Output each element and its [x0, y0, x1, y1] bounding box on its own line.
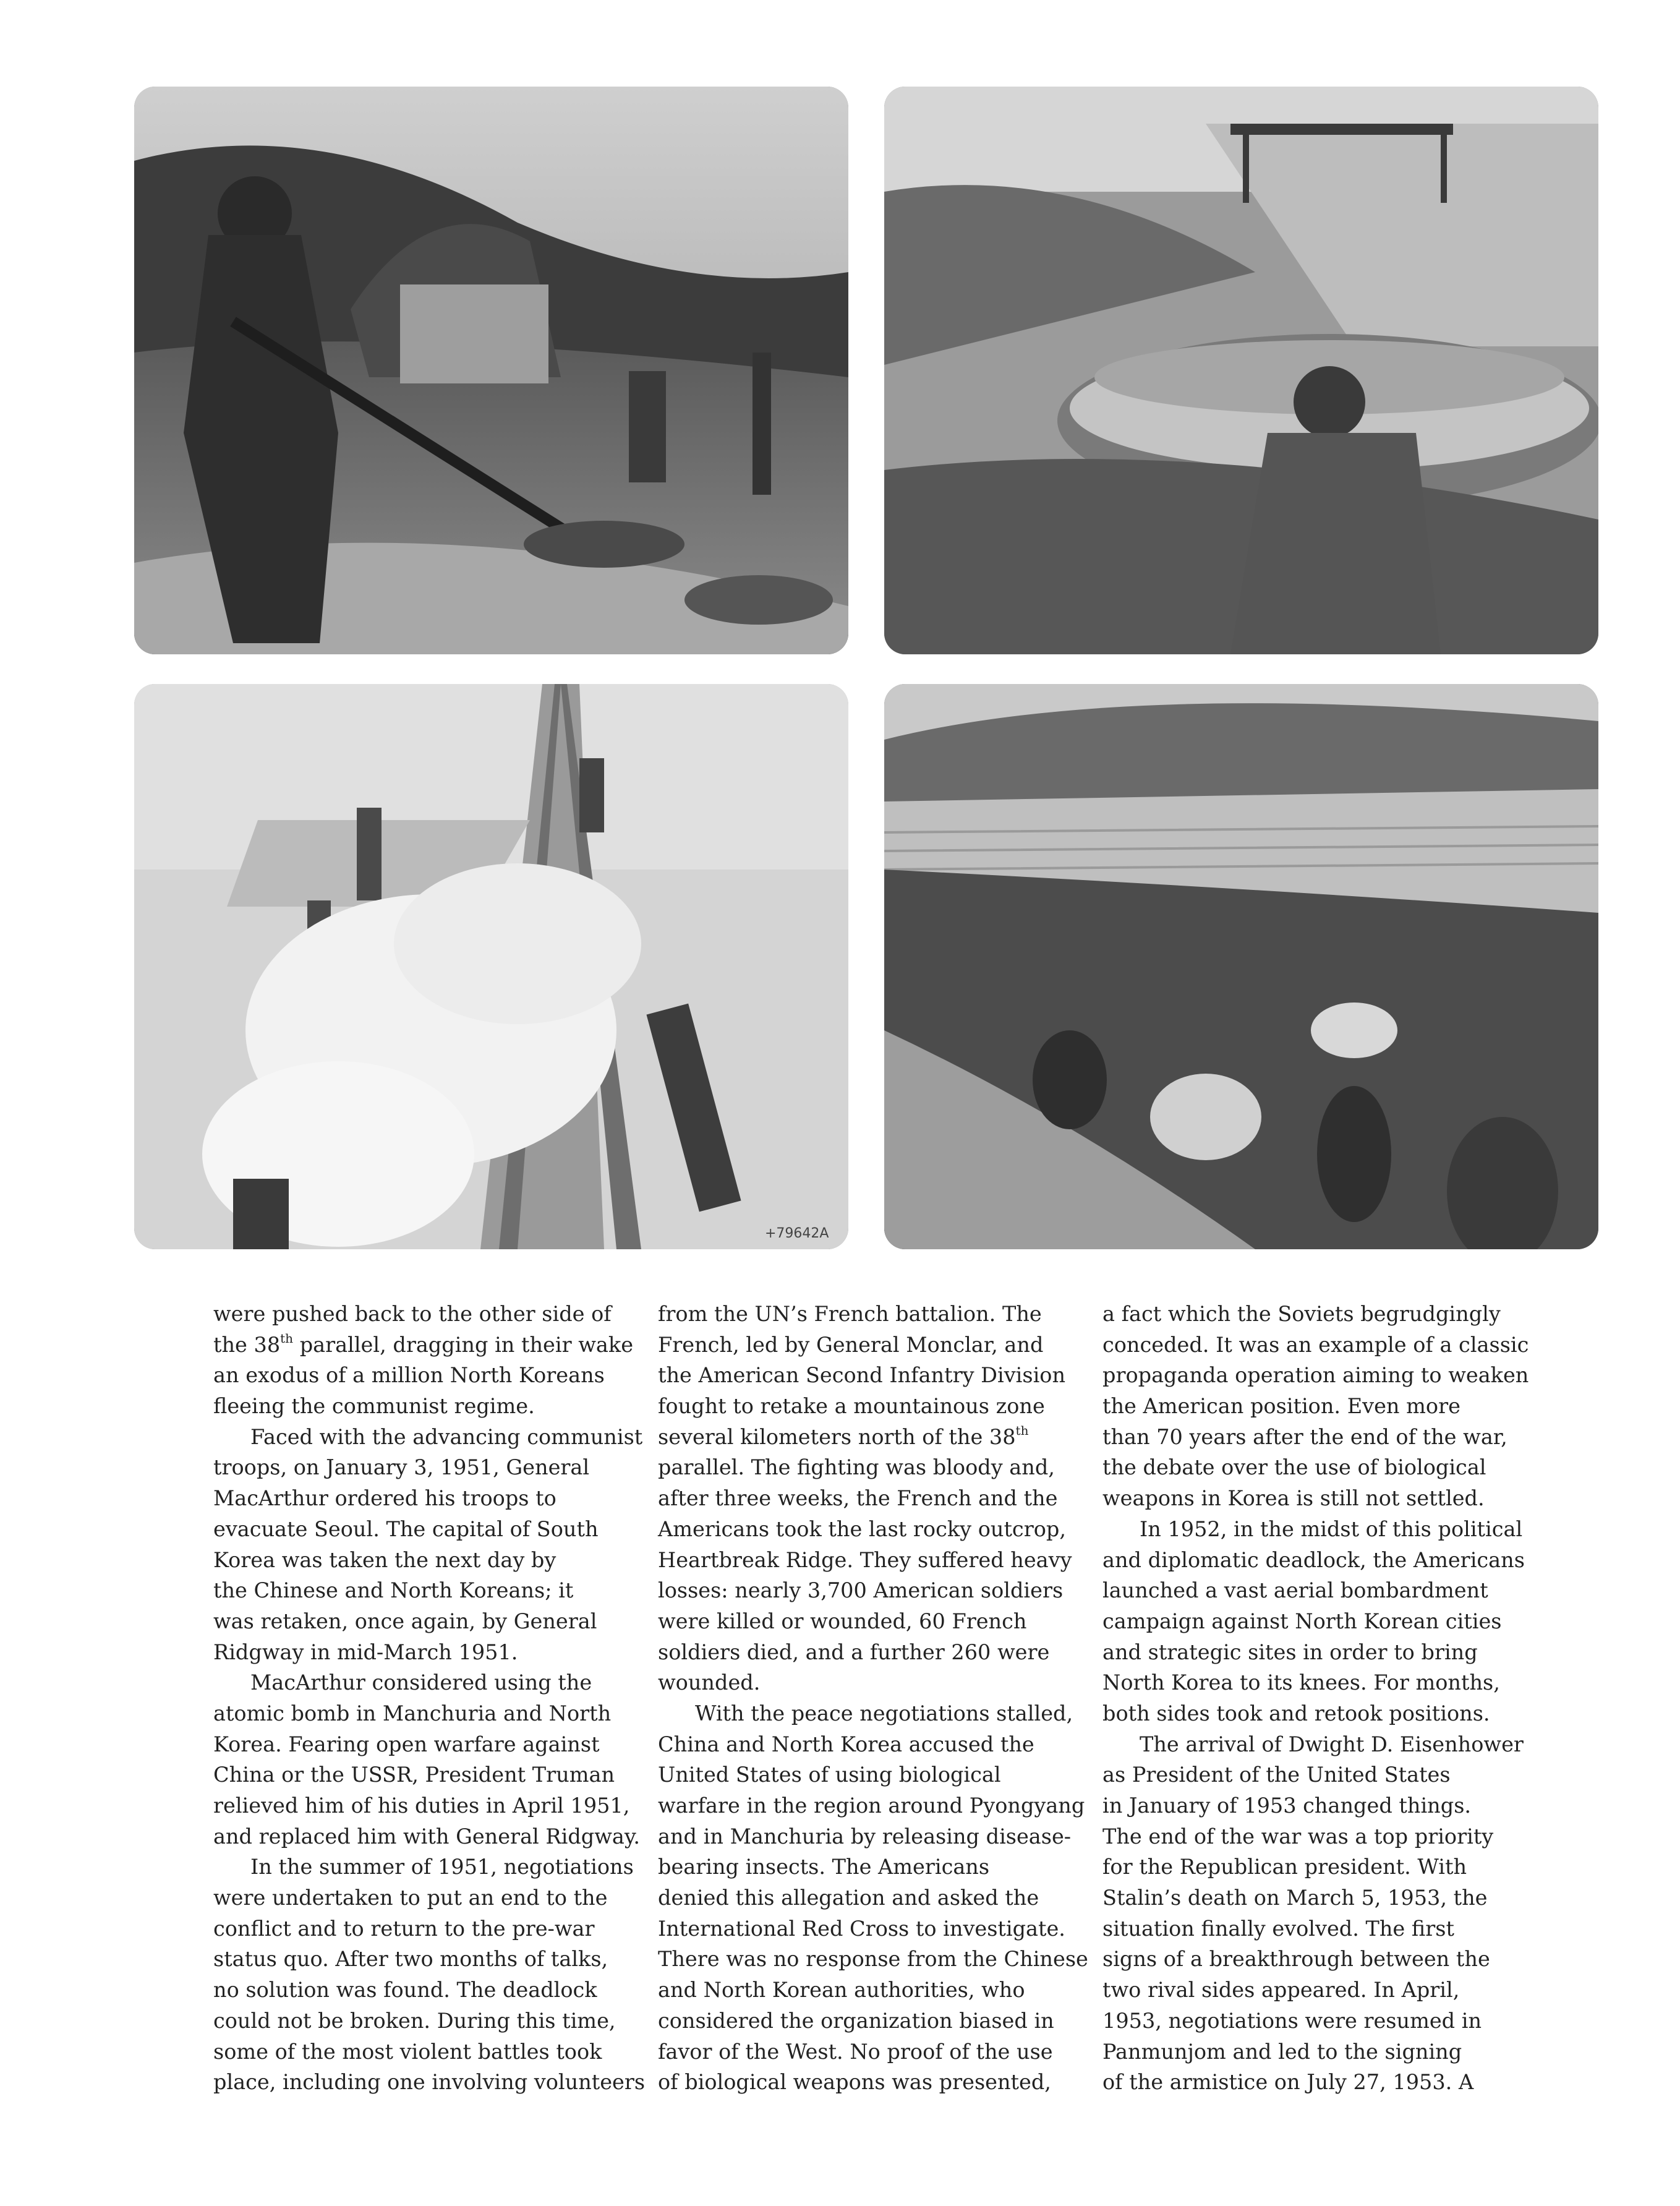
text-line: relieved him of his duties in April 1951, [213, 1793, 630, 1818]
text-line: atomic bomb in Manchuria and North [213, 1701, 612, 1725]
text-line: MacArthur considered using the [250, 1670, 592, 1695]
text-line: was retaken, once again, by General [213, 1609, 597, 1633]
text-line: propaganda operation aiming to weaken [1102, 1363, 1529, 1388]
text-line: North Korea to its knees. For months, [1102, 1670, 1500, 1695]
text-line: Korea. Fearing open warfare against [213, 1732, 600, 1756]
text-line: French, led by General Monclar, and [658, 1332, 1044, 1357]
text-line: two rival sides appeared. In April, [1102, 1978, 1460, 2003]
text-line: Korea was taken the next day by [213, 1547, 556, 1572]
text-line: MacArthur ordered his troops to [213, 1486, 556, 1511]
text-line: the 38th parallel, dragging in their wake [213, 1330, 634, 1357]
text-line: Ridgway in mid-March 1951. [213, 1640, 518, 1664]
text-line: and strategic sites in order to bring [1102, 1640, 1478, 1664]
text-line: Faced with the advancing communist [250, 1424, 643, 1449]
text-line: were undertaken to put an end to the [213, 1886, 608, 1910]
text-line: and replaced him with General Ridgway. [213, 1824, 641, 1849]
article-column-3 [1102, 1299, 1529, 2098]
text-line: denied this allegation and asked the [658, 1886, 1039, 1910]
text-line: and diplomatic deadlock, the Americans [1102, 1547, 1525, 1572]
text-line: wounded. [658, 1670, 761, 1695]
text-line: losses: nearly 3,700 American soldiers [658, 1578, 1064, 1603]
text-line: The end of the war was a top priority [1102, 1824, 1494, 1849]
text-line: soldiers died, and a further 260 were [658, 1640, 1050, 1664]
text-line: favor of the West. No proof of the use [658, 2039, 1053, 2064]
text-line: bearing insects. The Americans [658, 1855, 990, 1879]
text-line: several kilometers north of the 38th [658, 1422, 1029, 1449]
text-line: an exodus of a million North Koreans [213, 1363, 605, 1388]
text-line: China and North Korea accused the [658, 1732, 1034, 1756]
text-line: situation finally evolved. The first [1102, 1916, 1454, 1941]
photo-soldier-guarding-prisoners-image [884, 87, 1598, 654]
text-line: Heartbreak Ridge. They suffered heavy [658, 1547, 1072, 1572]
text-line: could not be broken. During this time, [213, 2008, 616, 2033]
text-line: in January of 1953 changed things. [1102, 1793, 1472, 1818]
text-line: There was no response from the Chinese [658, 1947, 1088, 1972]
photo-soldier-and-prisoners [134, 87, 848, 654]
text-line: fought to retake a mountainous zone [658, 1394, 1045, 1419]
text-line: Stalin’s death on March 5, 1953, the [1102, 1886, 1488, 1910]
article-column-2 [658, 1299, 1088, 2098]
text-line: evacuate Seoul. The capital of South [213, 1516, 599, 1541]
photo-soldier-and-prisoners-image [134, 87, 848, 654]
text-line: were killed or wounded, 60 French [658, 1609, 1027, 1633]
text-line: campaign against North Korean cities [1102, 1609, 1502, 1633]
text-line: from the UN’s French battalion. The [658, 1302, 1042, 1326]
text-line: after three weeks, the French and the [658, 1486, 1058, 1511]
text-line: considered the organization biased in [658, 2008, 1054, 2033]
photo-soldier-guarding-prisoners [884, 87, 1598, 654]
text-line: a fact which the Soviets begrudgingly [1102, 1302, 1501, 1326]
photo-refugee-exodus-image [884, 684, 1598, 1249]
text-line: some of the most violent battles took [213, 2039, 602, 2064]
text-line: the debate over the use of biological [1102, 1455, 1486, 1480]
text-line: of the armistice on July 27, 1953. A [1102, 2070, 1474, 2095]
article-column-1 [213, 1299, 646, 2098]
text-line: of biological weapons was presented, [658, 2070, 1051, 2095]
text-line: than 70 years after the end of the war, [1102, 1424, 1507, 1449]
text-line: Panmunjom and led to the signing [1102, 2039, 1462, 2064]
text-line: no solution was found. The deadlock [213, 1978, 597, 2003]
text-line: fleeing the communist regime. [213, 1394, 535, 1419]
text-line: Americans took the last rocky outcrop, [658, 1516, 1066, 1541]
photo-refugee-exodus [884, 684, 1598, 1249]
text-line: weapons in Korea is still not settled. [1102, 1486, 1485, 1511]
text-line: both sides took and retook positions. [1102, 1701, 1490, 1725]
text-line: and North Korean authorities, who [658, 1978, 1025, 2003]
text-line: signs of a breakthrough between the [1102, 1947, 1490, 1972]
text-line: China or the USSR, President Truman [213, 1763, 615, 1787]
text-line: parallel. The fighting was bloody and, [658, 1455, 1055, 1480]
text-line: The arrival of Dwight D. Eisenhower [1140, 1732, 1524, 1756]
text-line: In 1952, in the midst of this political [1140, 1516, 1523, 1541]
text-line: conflict and to return to the pre-war [213, 1916, 595, 1941]
text-line: In the summer of 1951, negotiations [250, 1855, 634, 1879]
text-line: launched a vast aerial bombardment [1102, 1578, 1488, 1603]
text-line: as President of the United States [1102, 1763, 1451, 1787]
text-line: the American position. Even more [1102, 1394, 1460, 1419]
text-line: were pushed back to the other side of [213, 1302, 612, 1326]
photo-rail-yard-bombing-image [134, 684, 848, 1249]
text-line: for the Republican president. With [1102, 1855, 1467, 1879]
text-line: troops, on January 3, 1951, General [213, 1455, 590, 1480]
text-line: International Red Cross to investigate. [658, 1916, 1065, 1941]
text-line: place, including one involving volunteers [213, 2070, 646, 2095]
text-line: status quo. After two months of talks, [213, 1947, 608, 1972]
text-line: the Chinese and North Koreans; it [213, 1578, 574, 1603]
text-line: conceded. It was an example of a classic [1102, 1332, 1529, 1357]
text-line: warfare in the region around Pyongyang [658, 1793, 1085, 1818]
photo-rail-yard-bombing [134, 684, 848, 1249]
text-line: 1953, negotiations were resumed in [1102, 2008, 1482, 2033]
photo-archive-code: +79642A [765, 1226, 829, 1241]
text-line: and in Manchuria by releasing disease- [658, 1824, 1072, 1849]
text-line: the American Second Infantry Division [658, 1363, 1066, 1388]
text-line: With the peace negotiations stalled, [695, 1701, 1073, 1725]
text-line: United States of using biological [658, 1763, 1001, 1787]
